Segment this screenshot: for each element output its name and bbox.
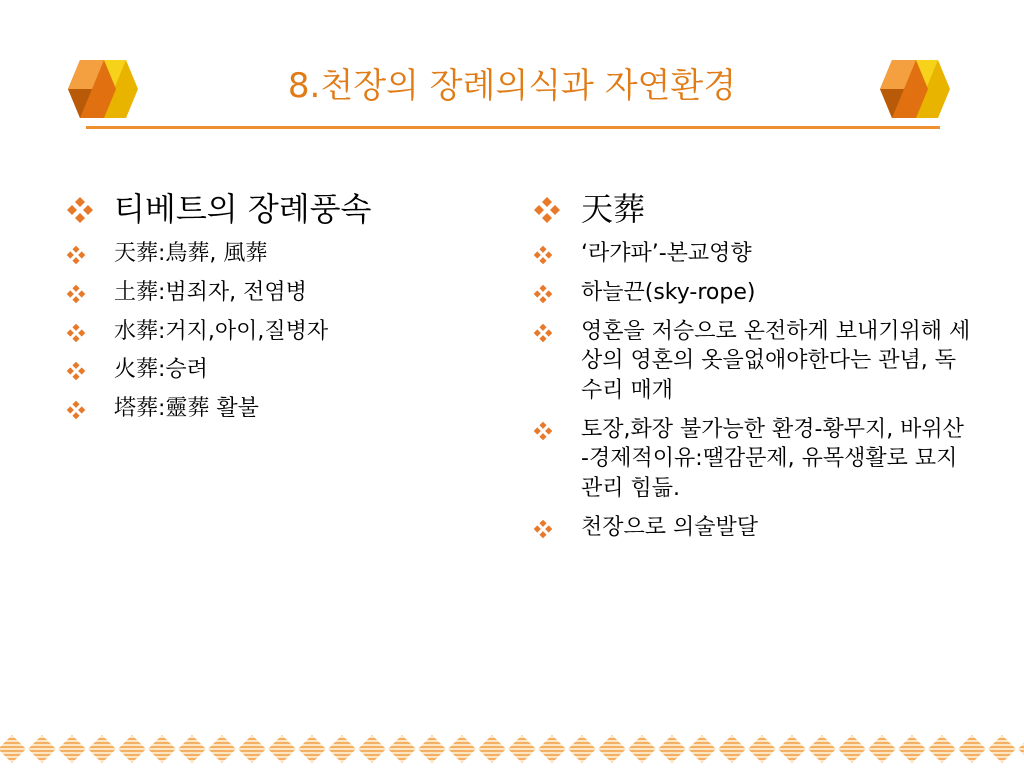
list-item xyxy=(66,278,426,308)
list-item-text: 천장으로 의술발달 xyxy=(581,514,759,540)
list-item-text: 土葬:범죄자, 전염병 xyxy=(114,279,307,305)
list-item xyxy=(66,355,426,385)
list-item xyxy=(66,394,426,424)
list-item xyxy=(533,317,973,406)
title-underline xyxy=(86,126,940,129)
list-item-text: 天葬:鳥葬, 風葬 xyxy=(114,241,268,267)
list-item-text: 火葬:승려 xyxy=(114,357,208,383)
list-item-text: 水葬:거지,아이,질병자 xyxy=(114,318,329,344)
right-heading: 天葬 xyxy=(581,190,646,228)
diamond-bullet-icon xyxy=(66,284,86,304)
diamond-bullet-icon xyxy=(66,400,86,420)
list-item xyxy=(533,415,973,504)
right-heading-item xyxy=(533,188,973,231)
list-item-text: ‘라갸파’-본교영향 xyxy=(581,241,752,267)
diamond-bullet-icon xyxy=(533,245,553,265)
left-column xyxy=(66,188,426,433)
list-item xyxy=(66,239,426,269)
diamond-bullet-icon xyxy=(66,323,86,343)
left-heading: 티베트의 장례풍속 xyxy=(114,190,372,228)
left-heading-item xyxy=(66,188,426,231)
decorative-diamond-band xyxy=(0,734,1024,764)
list-item xyxy=(533,513,973,543)
list-item xyxy=(533,239,973,269)
list-item-text: 하늘끈(sky-rope) xyxy=(581,279,756,305)
diamond-bullet-icon xyxy=(533,519,553,539)
diamond-bullet-icon xyxy=(533,323,553,343)
diamond-bullet-icon xyxy=(66,196,94,224)
diamond-bullet-icon xyxy=(533,421,553,441)
diamond-bullet-icon xyxy=(66,245,86,265)
list-item xyxy=(533,278,973,308)
diamond-bullet-icon xyxy=(533,284,553,304)
right-column xyxy=(533,188,973,551)
list-item-text: 영혼을 저승으로 온전하게 보내기위해 세상의 영혼의 옷을없애야한다는 관념, 독수리 매개 xyxy=(581,318,971,403)
diamond-bullet-icon xyxy=(66,361,86,381)
list-item xyxy=(66,317,426,347)
slide-title: 8.천장의 장례의식과 자연환경 xyxy=(287,66,737,106)
list-item-text: 토장,화장 불가능한 환경-황무지, 바위산 -경제적이유:땔감문제, 유목생활로 묘지관리 힘듦. xyxy=(581,416,964,501)
diamond-bullet-icon xyxy=(533,196,561,224)
list-item-text: 塔葬:靈葬 활불 xyxy=(114,395,259,421)
